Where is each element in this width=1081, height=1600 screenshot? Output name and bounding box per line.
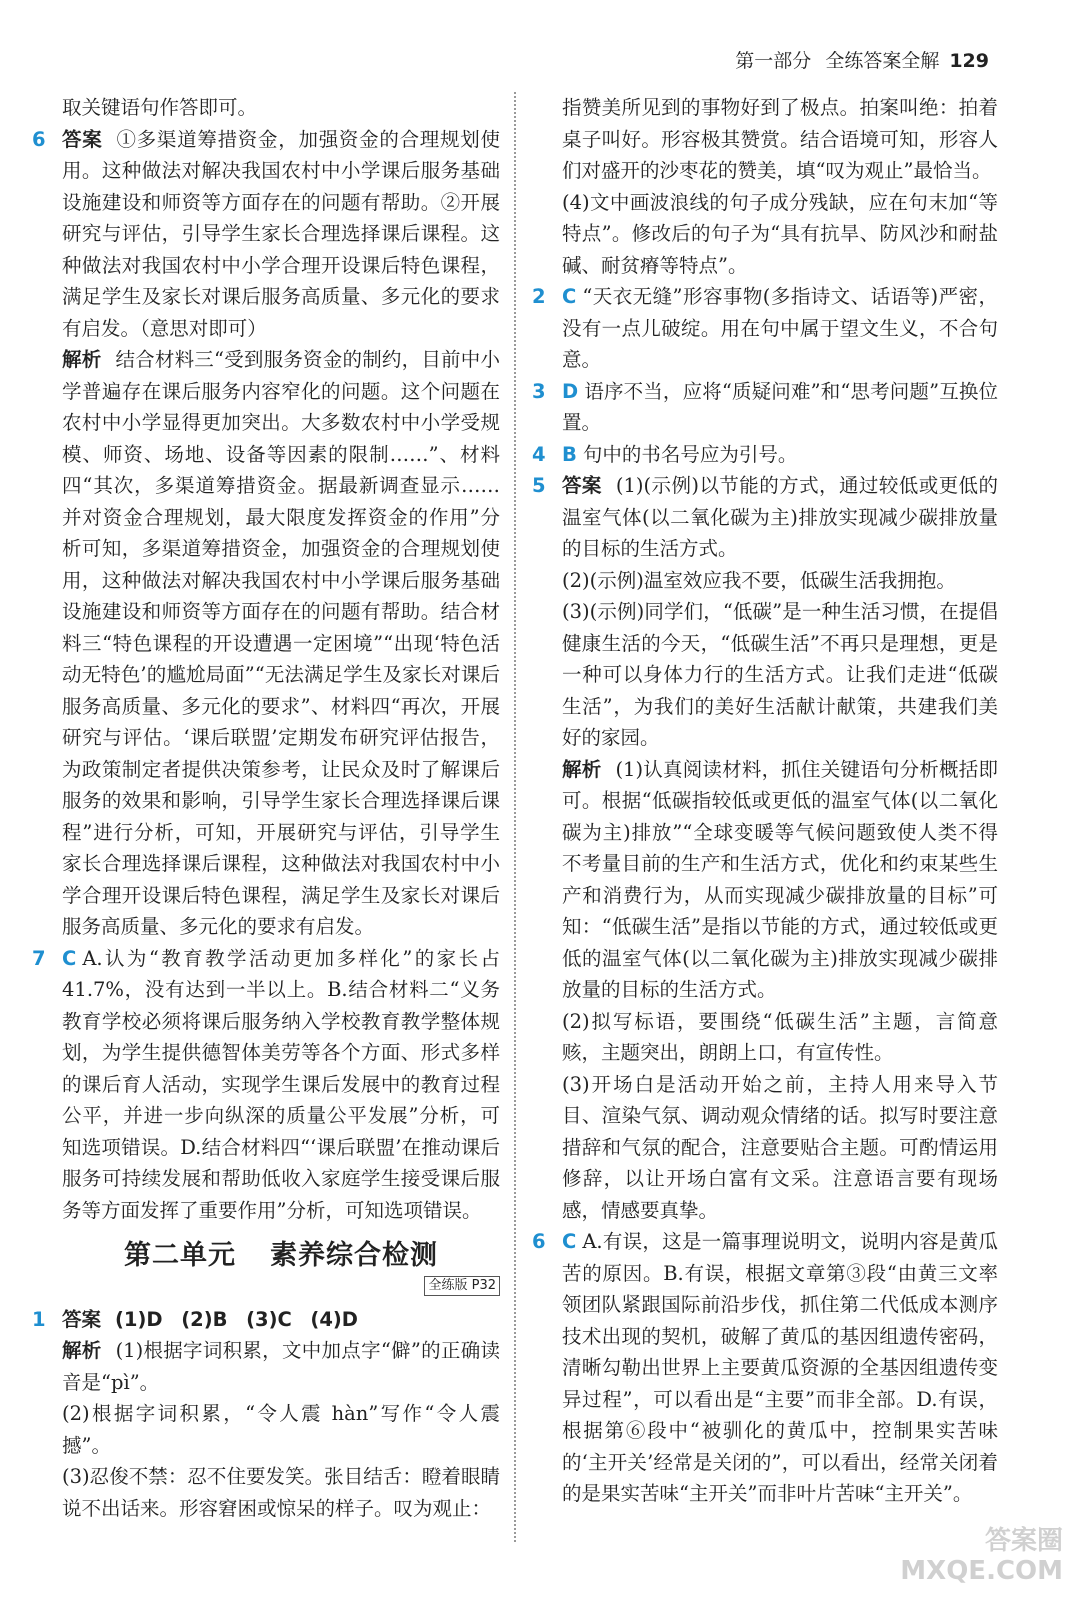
question-number: 6	[32, 127, 46, 151]
answer-text: ①多渠道筹措资金，加强资金的合理规划使用。这种做法对解决我国农村中小学课后服务基础设施建设和师资等方面存在的问题有帮助。②开展研究与评估，引导学生家长合理选择课后课程。这种做法对我国农村中小学合理开设课后特色课程，满足学生及家长对课后服务高质量、多元化的要求有启发。（意思对即可）	[62, 127, 500, 340]
page-reference-box: 全练版 P32	[424, 1276, 500, 1296]
analysis-paragraph: (3)忍俊不禁：忍不住要发笑。张目结舌：瞪着眼睛说不出话来。形容窘困或惊呆的样子。叹为观止：	[62, 1465, 500, 1520]
section-title	[62, 1240, 500, 1272]
question-number: 2	[532, 285, 546, 308]
continued-text: 取关键语句作答即可。	[62, 96, 258, 119]
analysis-text: (1)认真阅读材料，抓住关键语句分析概括即可。根据“低碳指较低或更低的温室气体(以二氧化碳为主)排放”“全球变暖等气候问题致使人类不得不考量目前的生产和生活方式，优化和约束某些生产和消费行为，从而实现减少碳排放量的目标”可知：“低碳生活”是指以节能的方式，通过较低或更低的温室气体(以二氧化碳为主)排放实现减少碳排放量的目标的生活方式。	[562, 757, 998, 1001]
analysis-text: 结合材料三“受到服务资金的制约，目前中小学普遍存在课后服务内容窄化的问题。这个问题在农村中小学显得更加突出。大多数农村中小学受规模、师资、场地、设备等因素的限制……”、材料四“其次，多渠道筹措资金。据最新调查显示……并对资金合理规划，最大限度发挥资金的作用”分析可知，多渠道筹措资金，加强资金的合理规划使用，这种做法对解决我国农村中小学课后服务基础设施建设和师资等方面存在的问题有帮助。结合材料三“特色课程的开设遭遇一定困境”“出现‘特色活动无特色’的尴尬局面”“无法满足学生及家长对课后服务高质量、多元化的要求”、材料四“再次，开展研究与评估。‘课后联盟’定期发布研究评估报告，为政策制定者提供决策参考，让民众及时了解课后服务的效果和影响，引导学生家长合理选择课后课程”进行分析，可知，开展研究与评估，引导学生家长合理选择课后课程，这种做法对我国农村中小学合理开设课后特色课程，满足学生及家长对课后服务高质量、多元化的要求有启发。	[62, 348, 500, 938]
column-divider	[514, 92, 516, 1542]
answer-text: 语序不当，应将“质疑问难”和“思考问题”互换位置。	[562, 379, 998, 434]
header-title: 全练答案全解	[825, 50, 940, 72]
question-6-entry-right	[532, 1226, 998, 1510]
watermark-line-1: 答案圈	[984, 1526, 1063, 1556]
section-title-part-b: 素养综合检测	[270, 1240, 438, 1271]
site-watermark	[900, 1526, 1063, 1586]
answer-paragraph: (3)(示例)同学们，“低碳”是一种生活习惯，在提倡健康生活的今天，“低碳生活”不再只是理想，更是一种可以身体力行的生活方式。让我们走进“低碳生活”，为我们的美好生活献计献策，共建我们美好的家园。	[562, 600, 998, 749]
analysis-paragraph: (3)开场白是活动开始之前，主持人用来导入节目、渲染气氛、调动观众情绪的话。拟写时要注意措辞和气氛的配合，注意要贴合主题。可酌情运用修辞，以让开场白富有文采。注意语言要有现场感，情感要真挚。	[562, 1072, 998, 1222]
answer-choice: B	[562, 442, 577, 466]
answer-label: 答案	[62, 127, 103, 151]
answer-text: A.认为“教育教学活动更加多样化”的家长占41.7%，没有达到一半以上。B.结合材料二“义务教育学校必须将课后服务纳入学校教育教学整体规划，为学生提供德智体美劳等各个方面、形式多样的课后育人活动，实现学生课后发展中的教育过程公平，并进一步向纵深的质量公平发展”分析，可知选项错误。D.结合材料四“‘课后联盟’在推动课后服务可持续发展和帮助低收入家庭学生接受课后服务等方面发挥了重要作用”分析，可知选项错误。	[62, 946, 500, 1222]
analysis-paragraph	[62, 344, 500, 943]
question-number: 4	[532, 442, 546, 466]
question-7-entry	[32, 943, 500, 1227]
section-title-part-a: 第二单元	[124, 1240, 236, 1271]
answer-paragraph	[62, 124, 500, 345]
section-question-1-entry	[32, 1304, 500, 1525]
question-number: 7	[32, 946, 46, 970]
answer-text: (1)(示例)以节能的方式，通过较低或更低的温室气体(以二氧化碳为主)排放实现减少碳排放量的目标的生活方式。	[562, 474, 998, 560]
analysis-label: 解析	[562, 757, 602, 781]
question-4-entry	[532, 439, 998, 471]
left-column	[32, 92, 500, 1524]
answer-item: (2)B	[181, 1307, 228, 1331]
watermark-line-2: MXQE.COM	[900, 1556, 1063, 1586]
analysis-text: (1)根据字词积累，文中加点字“僻”的正确读音是“pì”。	[62, 1339, 500, 1394]
answer-text: 句中的书名号应为引号。	[582, 442, 798, 466]
answer-item: (1)D	[115, 1307, 163, 1331]
header-part: 第一部分	[735, 50, 812, 72]
answer-paragraph	[562, 376, 998, 439]
answer-paragraph	[62, 1304, 500, 1336]
page-header	[735, 46, 989, 73]
continued-text: (4)文中画波浪线的句子成分残缺，应在句末加“等特点”。修改后的句子为“具有抗旱、防风沙和耐盐碱、耐贫瘠等特点”。	[562, 190, 998, 277]
analysis-paragraph	[562, 754, 998, 1006]
answer-item: (4)D	[310, 1307, 358, 1331]
answer-paragraph	[562, 439, 998, 471]
question-number: 5	[532, 474, 546, 497]
analysis-paragraph: (2)拟写标语，要围绕“低碳生活”主题，言简意赅，主题突出，朗朗上口，有宣传性。	[562, 1009, 998, 1064]
answer-paragraph	[62, 943, 500, 1227]
answer-item: (3)C	[246, 1307, 292, 1331]
right-column	[532, 92, 998, 1510]
question-5-entry	[532, 470, 998, 1226]
answer-choice: C	[562, 285, 577, 308]
answer-paragraph	[562, 470, 998, 565]
question-2-entry	[532, 281, 998, 376]
question-6-entry	[32, 124, 500, 943]
continued-text: 指赞美所见到的事物好到了极点。拍案叫绝：拍着桌子叫好。形容极其赞赏。结合语境可知，形容人们对盛开的沙枣花的赞美，填“叹为观止”最恰当。	[562, 96, 998, 182]
answer-text: A.有误，这是一篇事理说明文，说明内容是黄瓜苦的原因。B.有误，根据文章第③段“由黄三文率领团队紧跟国际前沿步伐，抓住第二代低成本测序技术出现的契机，破解了黄瓜的基因组遗传密码，清晰勾勒出世界上主要黄瓜资源的全基因组遗传变异过程”，可以看出是“主要”而非全部。D.有误，根据第⑥段中“被驯化的黄瓜中，控制果实苦味的‘主开关’经常是关闭的”，可以看出，经常关闭着的是果实苦味“主开关”而非叶片苦味“主开关”。	[562, 1230, 998, 1505]
answer-choice: D	[562, 379, 579, 403]
analysis-label: 解析	[62, 348, 102, 371]
answer-text: “天衣无缝”形容事物(多指诗文、话语等)严密，没有一点儿破绽。用在句中属于望文生义，不合句意。	[562, 285, 998, 371]
answer-paragraph	[562, 281, 998, 376]
question-number: 1	[32, 1307, 46, 1331]
question-3-entry	[532, 376, 998, 439]
analysis-paragraph: (2)根据字词积累，“令人震 hàn”写作“令人震撼”。	[62, 1402, 500, 1457]
question-number: 3	[532, 379, 546, 403]
question-number: 6	[532, 1230, 546, 1253]
analysis-paragraph	[62, 1335, 500, 1398]
answer-label: 答案	[562, 474, 602, 497]
analysis-label: 解析	[62, 1339, 102, 1362]
answer-choice: C	[562, 1230, 577, 1253]
answer-paragraph	[562, 1226, 998, 1510]
page-number: 129	[949, 50, 989, 72]
answer-choice: C	[62, 946, 77, 970]
answer-label: 答案	[62, 1307, 102, 1331]
answer-paragraph: (2)(示例)温室效应我不要，低碳生活我拥抱。	[562, 568, 956, 592]
